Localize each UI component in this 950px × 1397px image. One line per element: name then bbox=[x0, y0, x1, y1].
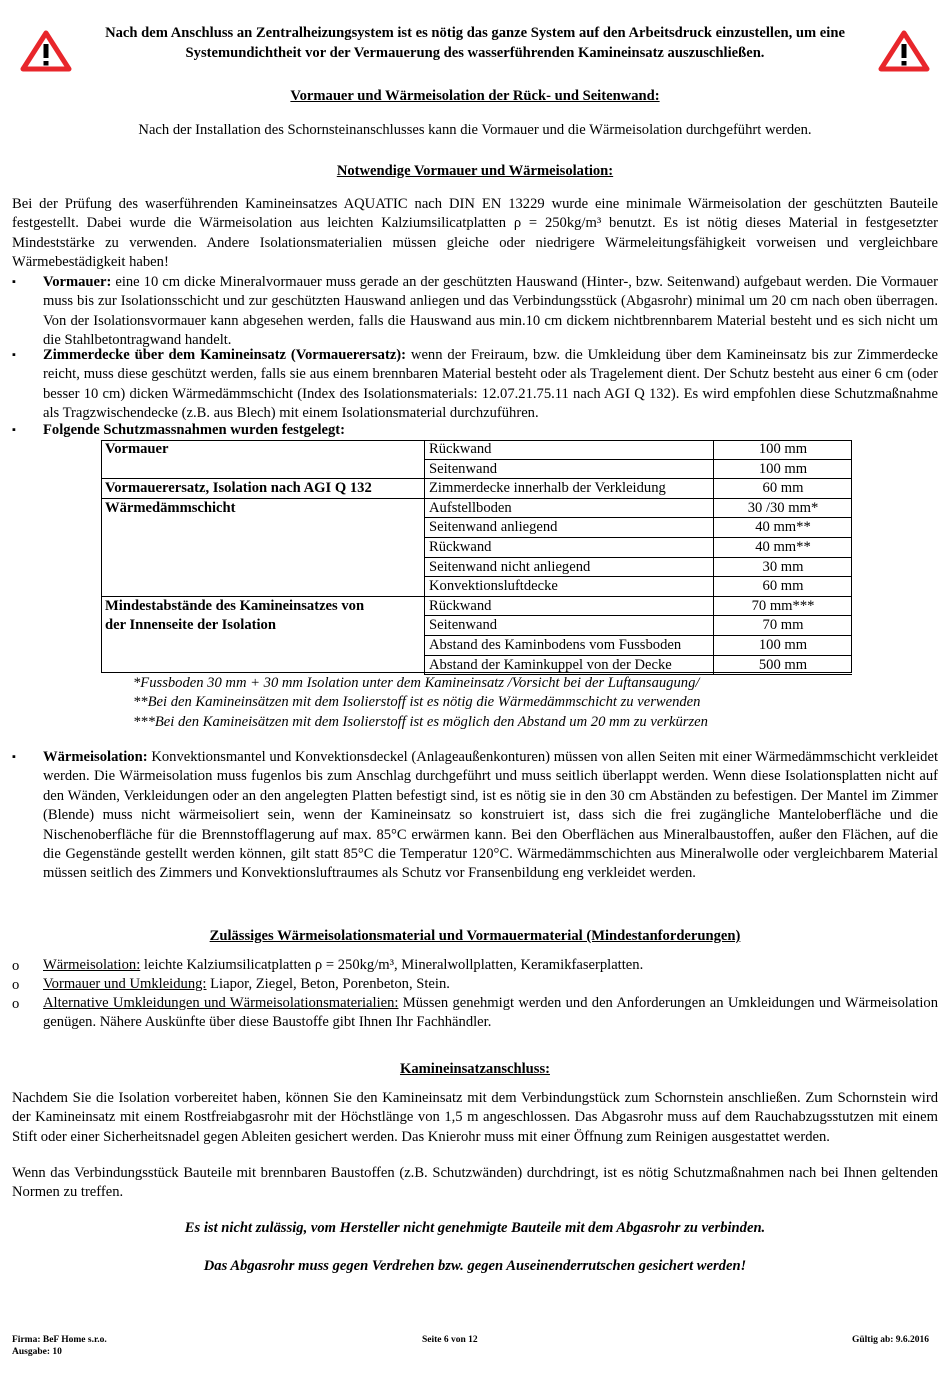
row-group bbox=[101, 655, 425, 675]
row-group bbox=[101, 537, 425, 557]
table-row bbox=[101, 498, 852, 518]
connection-paragraph: Nachdem Sie die Isolation vorbereitet haben, können Sie den Kamineinsatz mit dem Verbindungstück zum Schornstein anschließen. Zum Schornstein wird der Kamineinsatz mit einem Rostfreiabgasrohr mit der Höchstlänge von 1,5 m angeschlossen. Das Abgasrohr muss auf dem Rauchabzugsstutzen mit einem Stift oder einer Sicherheitsnadel gegen Ableiten gesichert werden. Das Knierohr muss mit einer Öffnung zum Reinigen ausgestattet werden. bbox=[12, 1090, 938, 1145]
row-value: 40 mm** bbox=[714, 518, 853, 538]
row-item: Rückwand bbox=[425, 440, 714, 459]
list-marker: o bbox=[12, 977, 20, 993]
list-item: ▪ Zimmerdecke über dem Kamineinsatz (Vormauerersatz): wenn der Freiraum, bzw. die Umkleidung über dem Kamineinsatz bis zur Zimmerdecke reicht, muss diese geschützt werden, falls sie aus einem brennbaren Material besteht oder als Tragelement dient. Der Schutz besteht aus einer 6 cm (oder besser 10 cm) dicken Wärmedämmschicht (Index des Isolationsmaterials: 12.07.21.75.11 nach AGI Q 132). Es wird empfohlen diese Schutzmaßnahme als Tragzwischendecke (z.B. aus Blech) mit einem Isolationsmaterial durchzuführen. bbox=[12, 347, 938, 422]
bullet-marker: ▪ bbox=[12, 349, 16, 361]
row-group: Wärmedämmschicht bbox=[101, 498, 425, 518]
row-group bbox=[101, 557, 425, 577]
connection-paragraph: Wenn das Verbindungsstück Bauteile mit brennbaren Baustoffen (z.B. Schutzwänden) durchdringt, ist es nötig Schutzmaßnahmen nach bei Ihnen geltenden Normen zu treffen. bbox=[12, 1165, 938, 1201]
section-heading: Zulässiges Wärmeisolationsmaterial und Vormauermaterial (Mindestanforderungen) bbox=[209, 928, 741, 944]
protection-table bbox=[101, 440, 852, 675]
row-item: Aufstellboden bbox=[425, 498, 714, 518]
row-value: 100 mm bbox=[714, 635, 853, 655]
row-value: 40 mm** bbox=[714, 537, 853, 557]
table-row bbox=[101, 557, 852, 577]
table-row bbox=[101, 518, 852, 538]
row-group: Vormauer bbox=[101, 440, 425, 459]
row-item: Abstand der Kaminkuppel von der Decke bbox=[425, 655, 714, 675]
list-item: ▪ Vormauer: eine 10 cm dicke Mineralvormauer muss gerade an der geschützten Hauswand (Hinter-, bzw. Seitenwand) aufgebaut werden. Die Vormauer muss bis zur Isolationsschicht und zur geschützten Hauswand anliegen und das Verbindungsstück (Abgasrohr) minimal um 20 cm nach oben überragen. Von der Isolationsvormauer kann abgesehen werden, falls die Hauswand aus min.10 cm dickem nichtbrennbarem Material besteht und es sich nicht um die Stahlbetontragwand handelt. bbox=[12, 274, 938, 349]
row-item: Rückwand bbox=[425, 537, 714, 557]
row-value: 70 mm bbox=[714, 616, 853, 636]
row-group bbox=[101, 577, 425, 597]
section-text: Nach der Installation des Schornsteinanschlusses kann die Vormauer und die Wärmeisolation durchgeführt werden. bbox=[138, 122, 812, 138]
row-value: 70 mm*** bbox=[714, 596, 853, 616]
table-row bbox=[101, 440, 852, 459]
row-value: 500 mm bbox=[714, 655, 853, 675]
section-heading: Kamineinsatzanschluss: bbox=[399, 1061, 550, 1077]
table-notes bbox=[133, 674, 708, 732]
bullet-marker: ▪ bbox=[12, 424, 16, 436]
list-marker: o bbox=[12, 996, 20, 1012]
list-item: ▪ Wärmeisolation: Konvektionsmantel und Konvektionsdeckel (Anlageaußenkonturen) müssen von allen Seiten mit einer Wärmedämmschicht verkleidet werden. Die Wärmeisolation muss fugenlos bis zum Anschlag durchgeführt und muss seitlich überlappt werden. Wenn diese Isolationsplatten nicht auf den Wänden, Verkleidungen oder an den angelegten Platten befestigt sind, ist es nötig sie in den 30 cm Abständen zu befestigen. Der Mantel im Zimmer (Blende) muss nicht wärmeisoliert sein, wenn der Kamineinsatz so konstruiert ist, dass sich die frei zugängliche Manteloberfläche und die Nischenoberfläche für die Brennstofflagerung auf max. 85°C erwärmen kann. Bei den Oberflächen aus Mineralbaustoffen, außer den Flächen, auf die die Gegenstände gestellt werden können, gilt statt 85°C die Temperatur 120°C. Wärmedämmschichten aus Mineralwolle oder vergleichbarem Material müssen seitlich des Zimmers und Konvektionsluftraumes als Schutz vor Fransenbildung eng verkleidet werden. bbox=[12, 749, 938, 882]
table-row bbox=[101, 616, 852, 636]
row-item: Seitenwand bbox=[425, 459, 714, 479]
row-item: Seitenwand bbox=[425, 616, 714, 636]
row-value: 60 mm bbox=[714, 479, 853, 499]
row-item: Konvektionsluftdecke bbox=[425, 577, 714, 597]
footnote: **Bei den Kamineinsätzen mit dem Isolierstoff ist es nötig die Wärmedämmschicht zu verwenden bbox=[133, 694, 701, 711]
section-heading: Vormauer und Wärmeisolation der Rück- und Seitenwand: bbox=[290, 88, 660, 104]
row-group bbox=[101, 635, 425, 655]
row-value: 60 mm bbox=[714, 577, 853, 597]
list-item: Wärmeisolation: leichte Kalziumsilicatplatten ρ = 250kg/m³, Mineralwollplatten, Keramikfaserplatten. bbox=[43, 957, 644, 973]
row-value: 30 mm bbox=[714, 557, 853, 577]
footer-page-number: Seite 6 von 12 bbox=[422, 1335, 478, 1345]
warning-text: Es ist nicht zulässig, vom Hersteller nicht genehmigte Bauteile mit dem Abgasrohr zu verbinden. bbox=[184, 1220, 766, 1236]
row-item: Seitenwand nicht anliegend bbox=[425, 557, 714, 577]
list-marker: o bbox=[12, 958, 20, 974]
row-item: Abstand des Kaminbodens vom Fussboden bbox=[425, 635, 714, 655]
bullet-marker: ▪ bbox=[12, 751, 16, 763]
intro-paragraph: Bei der Prüfung des waserführenden Kamineinsatzes AQUATIC nach DIN EN 13229 wurde eine minimale Wärmeisolation der geschützten Bauteile festgestellt. Dabei wurde die Wärmeisolation aus leichten Kalziumsilicatplatten ρ = 250kg/m³ benutzt. Es ist nötig dieses Material in festgesetzter Mindeststärke zu verwenden. Andere Isolationsmaterialien müssen gleiche oder niedrigere Wärmeleitungsfähigkeit vorweisen und vergleichbare Wärmebestädigkeit haben! bbox=[12, 196, 938, 271]
bullet-marker: ▪ bbox=[12, 276, 16, 288]
warning-text: Das Abgasrohr muss gegen Verdrehen bzw. gegen Auseinenderrutschen gesichert werden! bbox=[203, 1258, 747, 1274]
pressure-warning: Nach dem Anschluss an Zentralheizungsystem ist es nötig das ganze System auf den Arbeitsdruck einzustellen, um eine Systemundichtheit vor der Vermauerung des wasserführenden Kamineinsatz auszuschließen. bbox=[105, 25, 845, 61]
table-row bbox=[101, 596, 852, 616]
table-row bbox=[101, 577, 852, 597]
section-heading: Notwendige Vormauer und Wärmeisolation: bbox=[336, 163, 614, 179]
row-group bbox=[101, 518, 425, 538]
footer-valid-date: Gültig ab: 9.6.2016 bbox=[852, 1335, 930, 1345]
row-item: Rückwand bbox=[425, 596, 714, 616]
table-row bbox=[101, 459, 852, 479]
list-item: Vormauer und Umkleidung: Liapor, Ziegel, Beton, Porenbeton, Stein. bbox=[43, 976, 450, 992]
list-item: ▪ Folgende Schutzmassnahmen wurden festgelegt: bbox=[12, 421, 938, 440]
row-group: Vormauerersatz, Isolation nach AGI Q 132 bbox=[101, 479, 425, 499]
footnote: ***Bei den Kamineisätzen mit dem Isolierstoff ist es möglich den Abstand um 20 mm zu verkürzen bbox=[133, 713, 708, 730]
table-row bbox=[101, 635, 852, 655]
list-item: Alternative Umkleidungen und Wärmeisolationsmaterialien: Müssen genehmigt werden und den Anforderungen an Umkleidungen und Wärmeisolation genügen. Nähere Auskünfte über diese Baustoffe gibt Ihnen Ihr Fachhändler. bbox=[43, 995, 939, 1031]
row-value: 30 /30 mm* bbox=[714, 498, 853, 518]
footnote: *Fussboden 30 mm + 30 mm Isolation unter dem Kamineinsatz /Vorsicht bei der Luftansaugung/ bbox=[133, 675, 700, 691]
row-value: 100 mm bbox=[714, 459, 853, 479]
row-item: Seitenwand anliegend bbox=[425, 518, 714, 538]
row-group: Mindestabstände des Kamineinsatzes von bbox=[101, 596, 425, 616]
footer-company: Firma: BeF Home s.r.o. Ausgabe: 10 bbox=[12, 1335, 107, 1357]
table-row bbox=[101, 655, 852, 675]
row-item: Zimmerdecke innerhalb der Verkleidung bbox=[425, 479, 714, 499]
row-group: der Innenseite der Isolation bbox=[101, 616, 425, 636]
row-group bbox=[101, 459, 425, 479]
table-row bbox=[101, 479, 852, 499]
table-row bbox=[101, 537, 852, 557]
row-value: 100 mm bbox=[714, 440, 853, 459]
